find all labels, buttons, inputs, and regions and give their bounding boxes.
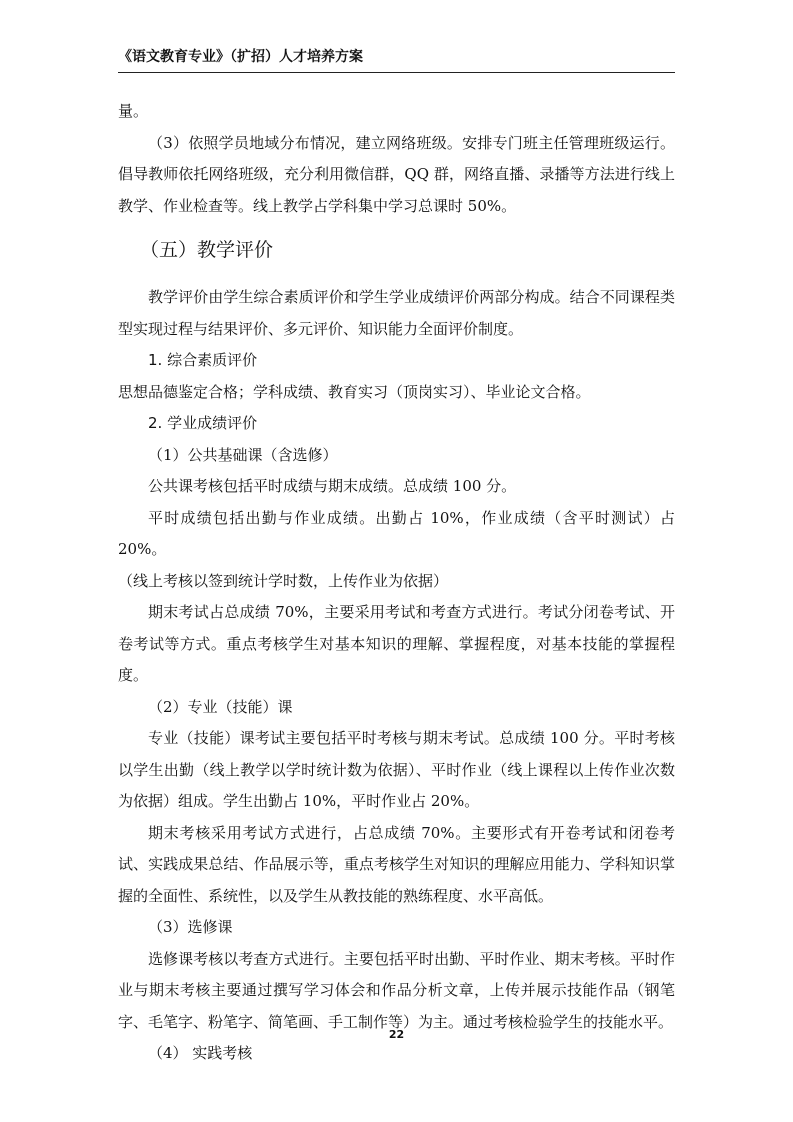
paragraph-online-classes: （3）依照学员地域分布情况，建立网络班级。安排专门班主任管理班级运行。倡导教师依托网络班级，充分利用微信群，QQ 群，网络直播、录播等方法进行线上教学、作业检查等。线上教学占学科集中学习总课时 50%。 — [118, 133, 675, 215]
running-header: 《语文教育专业》（扩招）人才培养方案 — [118, 48, 675, 73]
subheading-academic-performance: 2. 学业成绩评价 — [148, 414, 258, 432]
paragraph-continuation: 量。 — [118, 102, 149, 120]
item-elective-courses: （3）选修课 — [148, 918, 233, 936]
section-heading-teaching-evaluation: （五）教学评价 — [140, 239, 274, 261]
paragraph-regular-grade: 平时成绩包括出勤与作业成绩。出勤占 10%，作业成绩（含平时测试）占 20%。 — [118, 508, 675, 558]
item-public-basic-courses: （1）公共基础课（含选修） — [148, 445, 338, 464]
paragraph-professional-grading: 专业（技能）课考试主要包括平时考核与期末考试。总成绩 100 分。平时考核以学生出勤（线上教学以学时统计数为依据）、平时作业（线上课程以上传作业次数为依据）组成。学生出勤占 10%，平时作业占 20%。 — [118, 729, 675, 810]
paragraph-public-course-grading: 公共课考核包括平时成绩与期末成绩。总成绩 100 分。 — [148, 477, 517, 495]
paragraph-elective-grading: 选修课考核以考查方式进行。主要包括平时出勤、平时作业、期末考核。平时作业与期末考核主要通过撰写学习体会和作品分析文章，上传并展示技能作品（钢笔字、毛笔字、粉笔字、简笔画、手工制作等）为主。通过考核检验学生的技能水平。 — [118, 949, 675, 1031]
item-practice-assessment: （4） 实践考核 — [148, 1044, 253, 1062]
paragraph-online-assessment-note: （线上考核以签到统计学时数，上传作业为依据） — [118, 571, 449, 590]
paragraph-professional-final: 期末考核采用考试方式进行，占总成绩 70%。主要形式有开卷考试和闭卷考试、实践成果总结、作品展示等，重点考核学生对知识的理解应用能力、学科知识掌握的全面性、系统性，以及学生从教技能的熟练程度、水平高低。 — [118, 823, 675, 905]
page-number: 22 — [388, 1028, 405, 1041]
subheading-comprehensive-quality: 1. 综合素质评价 — [148, 351, 258, 369]
paragraph-quality-criteria: 思想品德鉴定合格；学科成绩、教育实习（顶岗实习）、毕业论文合格。 — [118, 382, 591, 401]
item-professional-courses: （2）专业（技能）课 — [148, 697, 293, 716]
paragraph-evaluation-intro: 教学评价由学生综合素质评价和学生学业成绩评价两部分构成。结合不同课程类型实现过程与结果评价、多元评价、知识能力全面评价制度。 — [118, 288, 675, 338]
paragraph-final-exam: 期末考试占总成绩 70%，主要采用考试和考查方式进行。考试分闭卷考试、开卷考试等方式。重点考核学生对基本知识的理解、掌握程度，对基本技能的掌握程度。 — [118, 603, 675, 684]
page-body — [118, 96, 675, 1070]
